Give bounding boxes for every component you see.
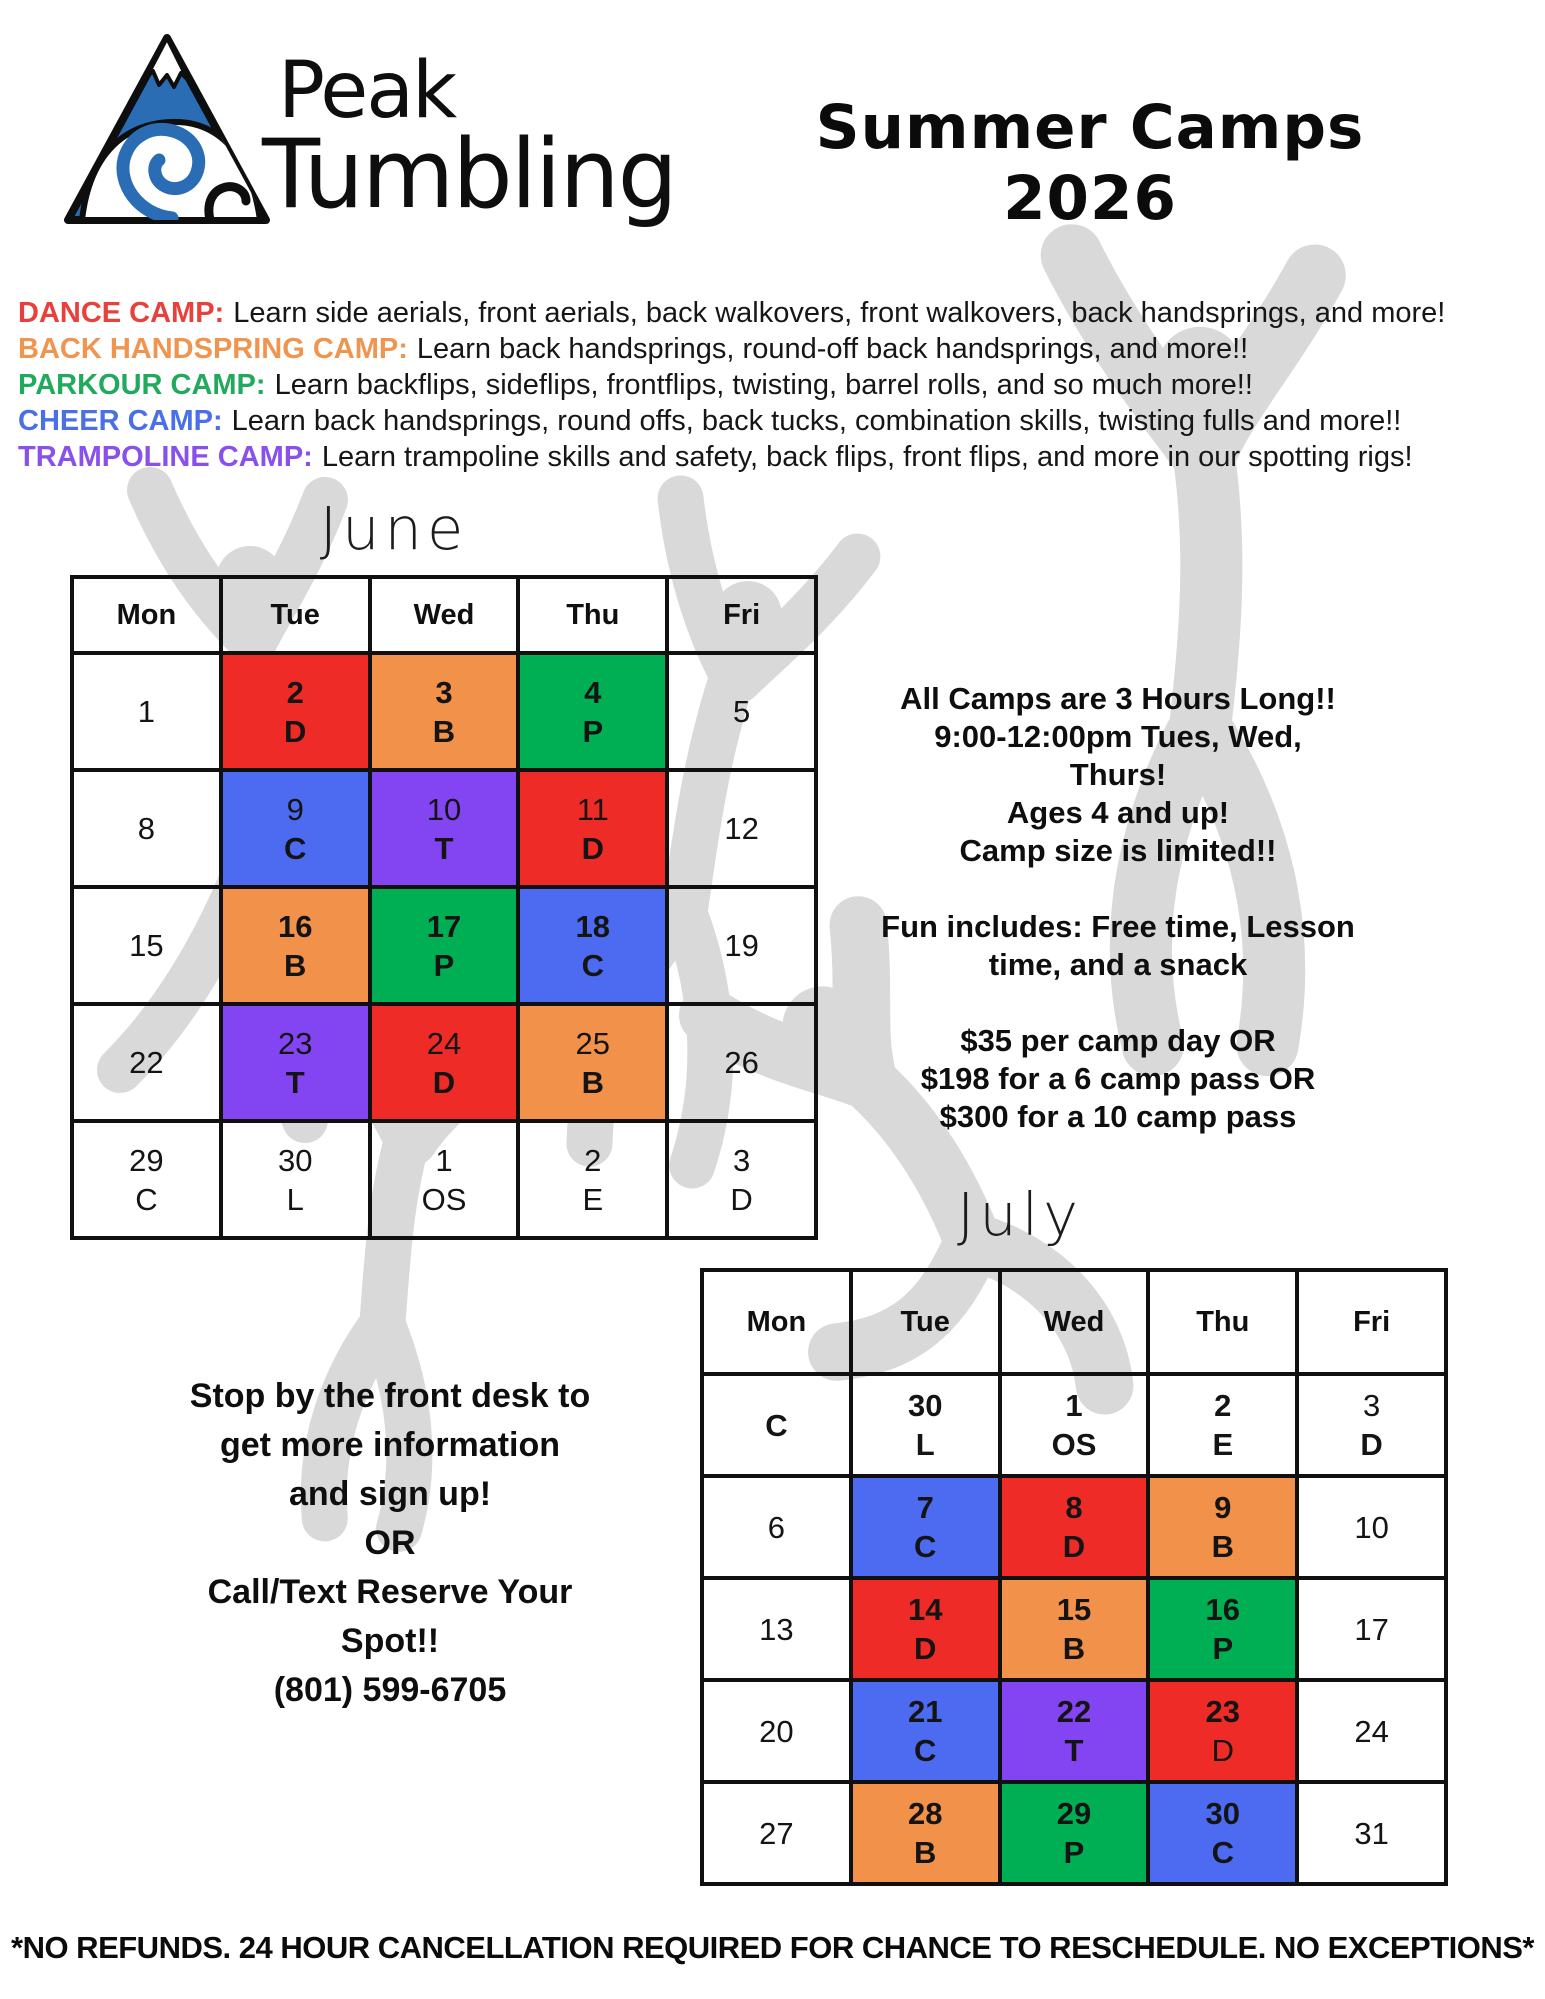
cell-day-number: 12 — [724, 811, 759, 846]
cell-day-number: 3 — [435, 674, 453, 710]
cell-camp-code: OS — [421, 1181, 467, 1217]
camp-line-cheer — [18, 403, 1538, 439]
cell-day-number: 8 — [1065, 1490, 1083, 1525]
cell-camp-code: D — [730, 1181, 753, 1217]
text-line: All Camps are 3 Hours Long!! — [900, 681, 1336, 716]
camp-line-back-handspring — [18, 331, 1538, 367]
calendar-cell — [1148, 1680, 1297, 1782]
cell-day-number: 7 — [916, 1490, 934, 1525]
text-line: Camp size is limited!! — [959, 833, 1277, 868]
calendar-cell — [667, 1004, 816, 1121]
cell-day-number: 5 — [732, 694, 751, 729]
calendar-cell — [1297, 1374, 1446, 1476]
calendar-cell — [1297, 1578, 1446, 1680]
calendar-cell — [221, 887, 370, 1004]
calendar-cell — [1297, 1680, 1446, 1782]
cell-day-number: 1 — [435, 1142, 453, 1178]
cell-camp-code: C — [914, 1529, 937, 1564]
cell-camp-code: B — [1211, 1529, 1234, 1564]
cell-camp-code: E — [1212, 1427, 1234, 1462]
calendar-cell — [72, 1121, 221, 1238]
cell-camp-code: T — [285, 1064, 305, 1100]
signup-info-panel — [128, 1372, 652, 1715]
july-calendar — [700, 1268, 1448, 1886]
calendar-cell — [370, 770, 519, 887]
day-header: Fri — [667, 577, 816, 653]
cell-day-number: 20 — [759, 1713, 794, 1749]
calendar-cell — [518, 770, 667, 887]
calendar-cell — [1000, 1578, 1149, 1680]
camp-descriptions — [18, 295, 1538, 475]
cell-day-number: 1 — [137, 694, 156, 729]
calendar-cell — [702, 1476, 851, 1578]
june-month-title: June — [319, 494, 469, 563]
calendar-cell — [370, 887, 519, 1004]
cell-camp-code: C — [1211, 1835, 1234, 1870]
text-line: (801) 599-6705 — [273, 1671, 507, 1709]
text-line: Stop by the front desk to — [189, 1377, 591, 1415]
cell-day-number: 19 — [724, 928, 759, 963]
cell-camp-code: D — [1211, 1733, 1234, 1768]
text-line: $198 for a 6 camp pass OR — [920, 1061, 1316, 1096]
cell-day-number: 30 — [1205, 1796, 1241, 1831]
cell-day-number: 28 — [907, 1796, 943, 1831]
text-line: get more information — [219, 1426, 561, 1464]
calendar-cell — [1000, 1680, 1149, 1782]
day-header: Thu — [1148, 1270, 1297, 1374]
calendar-cell — [518, 1121, 667, 1238]
brand-name-peak: Peak — [278, 46, 456, 136]
cell-camp-code: L — [286, 1181, 304, 1217]
cell-camp-code: B — [914, 1835, 937, 1870]
cell-camp-code: B — [581, 1064, 604, 1100]
cell-day-number: 1 — [1065, 1388, 1083, 1423]
cell-camp-code: D — [581, 830, 604, 866]
cell-camp-code: E — [582, 1181, 604, 1217]
cell-camp-code: D — [284, 713, 307, 749]
cell-day-number: 4 — [584, 674, 602, 710]
cell-day-number: 9 — [286, 791, 304, 827]
text-line — [860, 984, 1376, 1022]
camp-line-trampoline — [18, 439, 1538, 475]
cell-camp-code: OS — [1051, 1427, 1097, 1462]
camp-desc-cheer: Learn back handsprings, round offs, back tucks, combination skills, twisting fulls and more!! — [231, 405, 1402, 437]
cell-camp-code: B — [284, 947, 307, 983]
calendar-cell — [667, 770, 816, 887]
day-header: Wed — [1000, 1270, 1149, 1374]
day-header: Fri — [1297, 1270, 1446, 1374]
camp-desc-trampoline: Learn trampoline skills and safety, back flips, front flips, and more in our spotting rigs! — [321, 441, 1413, 473]
cell-day-number: 6 — [767, 1509, 786, 1545]
cell-camp-code: D — [914, 1631, 937, 1666]
calendar-cell — [1148, 1476, 1297, 1578]
cell-day-number: 15 — [129, 928, 164, 963]
calendar-cell — [221, 653, 370, 770]
calendar-cell — [851, 1374, 1000, 1476]
cell-day-number: 17 — [1354, 1611, 1389, 1647]
camp-desc-parkour: Learn backflips, sideflips, frontflips, twisting, barrel rolls, and so much more!! — [274, 369, 1253, 401]
cell-day-number: 17 — [426, 908, 462, 944]
cell-day-number: 23 — [277, 1025, 313, 1061]
calendar-cell — [221, 770, 370, 887]
cell-camp-code: B — [1062, 1631, 1086, 1666]
camp-desc-back-handspring: Learn back handsprings, round-off back handsprings, and more!! — [416, 333, 1249, 365]
cell-day-number: 16 — [277, 908, 313, 944]
cell-day-number: 8 — [137, 811, 156, 846]
cell-day-number: 30 — [277, 1142, 313, 1178]
cell-day-number: 24 — [426, 1025, 462, 1061]
june-calendar — [70, 575, 818, 1240]
calendar-cell — [1148, 1374, 1297, 1476]
cell-day-number: 14 — [907, 1592, 943, 1627]
cell-day-number: 10 — [426, 791, 462, 827]
calendar-cell — [851, 1782, 1000, 1884]
text-line: OR — [364, 1524, 416, 1562]
text-line: Call/Text Reserve Your — [207, 1573, 573, 1611]
cell-day-number: 11 — [576, 791, 609, 827]
cell-camp-code: C — [914, 1733, 937, 1768]
calendar-cell — [221, 1121, 370, 1238]
cell-day-number: 22 — [129, 1045, 164, 1080]
cell-day-number: 23 — [1205, 1694, 1241, 1729]
calendar-cell — [518, 1004, 667, 1121]
calendar-cell — [72, 653, 221, 770]
cell-camp-code: P — [433, 947, 455, 983]
calendar-cell — [72, 1004, 221, 1121]
camp-label-parkour: PARKOUR CAMP: — [18, 369, 266, 401]
calendar-cell — [702, 1578, 851, 1680]
page-title: Summer Camps 2026 — [815, 92, 1365, 234]
cell-camp-code: T — [1064, 1733, 1084, 1768]
cell-camp-code: T — [434, 830, 454, 866]
cell-day-number: 27 — [759, 1815, 794, 1851]
cell-day-number: 9 — [1214, 1490, 1232, 1525]
calendar-cell — [702, 1374, 851, 1476]
cell-day-number: 15 — [1056, 1592, 1092, 1627]
calendar-cell — [667, 653, 816, 770]
cell-day-number: 3 — [1362, 1388, 1381, 1423]
camp-line-dance — [18, 295, 1538, 331]
calendar-cell — [1297, 1476, 1446, 1578]
calendar-cell — [518, 887, 667, 1004]
cell-camp-code: L — [915, 1427, 935, 1462]
cell-camp-code: D — [432, 1064, 456, 1100]
july-month-title: July — [956, 1180, 1084, 1249]
cell-camp-code: C — [284, 830, 307, 866]
cell-camp-code: P — [582, 713, 604, 749]
camp-label-trampoline: TRAMPOLINE CAMP: — [18, 441, 313, 473]
cell-camp-code: C — [135, 1181, 158, 1217]
calendar-cell — [851, 1578, 1000, 1680]
cell-day-number: 21 — [907, 1694, 943, 1729]
cell-day-number: 2 — [584, 1142, 602, 1178]
text-line: Spot!! — [340, 1622, 440, 1660]
cell-day-number: 31 — [1354, 1815, 1389, 1851]
cell-day-number: 18 — [575, 908, 611, 944]
cell-camp-code: D — [1062, 1529, 1086, 1564]
day-header: Mon — [72, 577, 221, 653]
calendar-cell — [702, 1782, 851, 1884]
cell-day-number: 26 — [724, 1045, 759, 1080]
mountain-wave-logo-icon — [60, 30, 275, 230]
text-line: time, and a snack — [988, 947, 1248, 982]
calendar-cell — [72, 770, 221, 887]
brand-name-tumbling: Tumbling — [262, 120, 676, 230]
camp-label-dance: DANCE CAMP: — [18, 297, 225, 329]
cell-day-number: 13 — [759, 1611, 794, 1647]
calendar-cell — [702, 1680, 851, 1782]
cell-day-number: 29 — [129, 1142, 164, 1178]
camp-desc-dance: Learn side aerials, front aerials, back walkovers, front walkovers, back handsprings, and more! — [233, 297, 1446, 329]
day-header: Mon — [702, 1270, 851, 1374]
calendar-cell — [72, 887, 221, 1004]
cell-day-number: 30 — [907, 1388, 943, 1423]
calendar-cell — [370, 1004, 519, 1121]
calendar-cell — [851, 1680, 1000, 1782]
camp-label-back-handspring: BACK HANDSPRING CAMP: — [18, 333, 408, 365]
calendar-cell — [1000, 1476, 1149, 1578]
cell-day-number: 2 — [286, 674, 304, 710]
calendar-cell — [370, 653, 519, 770]
text-line: $35 per camp day OR — [960, 1023, 1276, 1058]
cell-day-number: 10 — [1354, 1509, 1389, 1545]
camp-info-panel — [860, 680, 1376, 1136]
cell-day-number: 3 — [732, 1142, 751, 1178]
text-line: Thurs! — [1069, 757, 1167, 792]
cell-day-number: 25 — [575, 1025, 611, 1061]
calendar-cell — [1297, 1782, 1446, 1884]
calendar-cell — [667, 887, 816, 1004]
calendar-cell — [1148, 1782, 1297, 1884]
text-line — [860, 870, 1376, 908]
calendar-cell — [1000, 1782, 1149, 1884]
cell-camp-code: D — [1360, 1427, 1383, 1462]
cell-day-number: 16 — [1205, 1592, 1241, 1627]
calendar-cell — [221, 1004, 370, 1121]
cell-camp-code: C — [581, 947, 604, 983]
text-line: and sign up! — [288, 1475, 492, 1513]
cell-camp-code: P — [1212, 1631, 1234, 1666]
cell-camp-code: B — [432, 713, 456, 749]
camp-label-cheer: CHEER CAMP: — [18, 405, 223, 437]
calendar-cell — [518, 653, 667, 770]
day-header: Tue — [851, 1270, 1000, 1374]
text-line: Fun includes: Free time, Lesson — [881, 909, 1355, 944]
text-line: Ages 4 and up! — [1006, 795, 1230, 830]
day-header: Tue — [221, 577, 370, 653]
cell-day-number: 22 — [1056, 1694, 1092, 1729]
cell-day-number: 2 — [1214, 1388, 1232, 1423]
calendar-cell — [370, 1121, 519, 1238]
day-header: Wed — [370, 577, 519, 653]
camp-line-parkour — [18, 367, 1538, 403]
calendar-cell — [1148, 1578, 1297, 1680]
cell-day-number: 24 — [1354, 1713, 1389, 1749]
cell-camp-code: C — [765, 1407, 788, 1443]
text-line: 9:00-12:00pm Tues, Wed, — [934, 719, 1302, 754]
day-header: Thu — [518, 577, 667, 653]
refund-policy-note: *NO REFUNDS. 24 HOUR CANCELLATION REQUIRED FOR CHANCE TO RESCHEDULE. NO EXCEPTIONS* — [11, 1930, 1534, 1965]
cell-camp-code: P — [1063, 1835, 1085, 1870]
calendar-cell — [1000, 1374, 1149, 1476]
calendar-cell — [851, 1476, 1000, 1578]
text-line: $300 for a 10 camp pass — [939, 1099, 1297, 1134]
cell-day-number: 29 — [1056, 1796, 1092, 1831]
